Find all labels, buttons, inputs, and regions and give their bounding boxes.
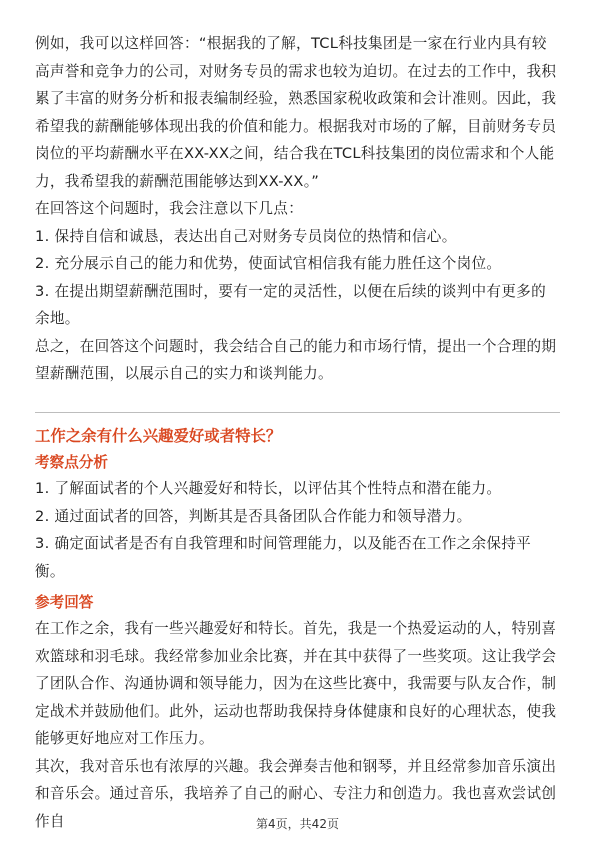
reference-heading: 参考回答 bbox=[35, 594, 94, 611]
reference-paragraph: 在工作之余，我有一些兴趣爱好和特长。首先，我是一个热爱运动的人，特别喜欢篮球和羽毛球。我经常参加业余比赛，并在其中获得了一些奖项。这让我学会了团队合作、沟通协调和领导能力，因为在这些比赛中，我需要与队友合作，制定战术并鼓励他们。此外，运动也帮助我保持身体健康和良好的心理状态，使我能够更好地应对工作压力。 bbox=[35, 620, 557, 747]
list-item: 2. 充分展示自己的能力和优势，使面试官相信我有能力胜任这个岗位。 bbox=[35, 255, 502, 272]
list-item: 3. 在提出期望薪酬范围时，要有一定的灵活性，以便在后续的谈判中有更多的余地。 bbox=[35, 282, 546, 327]
question-title: 工作之余有什么兴趣爱好或者特长？ bbox=[35, 427, 282, 445]
previous-answer-block bbox=[35, 30, 560, 388]
list-item: 3. 确定面试者是否有自我管理和时间管理能力，以及能否在工作之余保持平衡。 bbox=[35, 535, 532, 580]
list-item: 2. 通过面试者的回答，判断其是否具备团队合作能力和领导潜力。 bbox=[35, 507, 472, 525]
list-item: 1. 保持自信和诚恳，表达出自己对财务专员岗位的热情和信心。 bbox=[35, 227, 457, 245]
section-divider bbox=[35, 412, 560, 413]
list-item: 1. 了解面试者的个人兴趣爱好和特长，以评估其个性特点和潜在能力。 bbox=[35, 480, 502, 497]
summary-paragraph: 总之，在回答这个问题时，我会结合自己的能力和市场行情，提出一个合理的期望薪酬范围，以展示自己的实力和谈判能力。 bbox=[35, 337, 557, 382]
analysis-heading: 考察点分析 bbox=[35, 454, 108, 471]
points-intro: 在回答这个问题时，我会注意以下几点： bbox=[35, 200, 304, 217]
answer-paragraph: 例如，我可以这样回答：“根据我的了解，TCL科技集团是一家在行业内具有较高声誉和竞争力的公司，对财务专员的需求也较为迫切。在过去的工作中，我积累了丰富的财务分析和报表编制经验，熟悉国家税收政策和会计准则。因此，我希望我的薪酬能够体现出我的价值和能力。根据我对市场的了解，目前财务专员岗位的平均薪酬水平在XX-XX之间，结合我在TCL科技集团的岗位需求和个人能力，我希望我的薪酬范围能够达到XX-XX。” bbox=[35, 35, 557, 190]
question-section bbox=[35, 424, 560, 835]
reference-paragraph: 其次，我对音乐也有浓厚的兴趣。我会弹奏吉他和钢琴，并且经常参加音乐演出和音乐会。通过音乐，我培养了自己的耐心、专注力和创造力。我也喜欢尝试创作自 bbox=[35, 757, 557, 830]
page-number: 第4页，共42页 bbox=[256, 817, 339, 831]
